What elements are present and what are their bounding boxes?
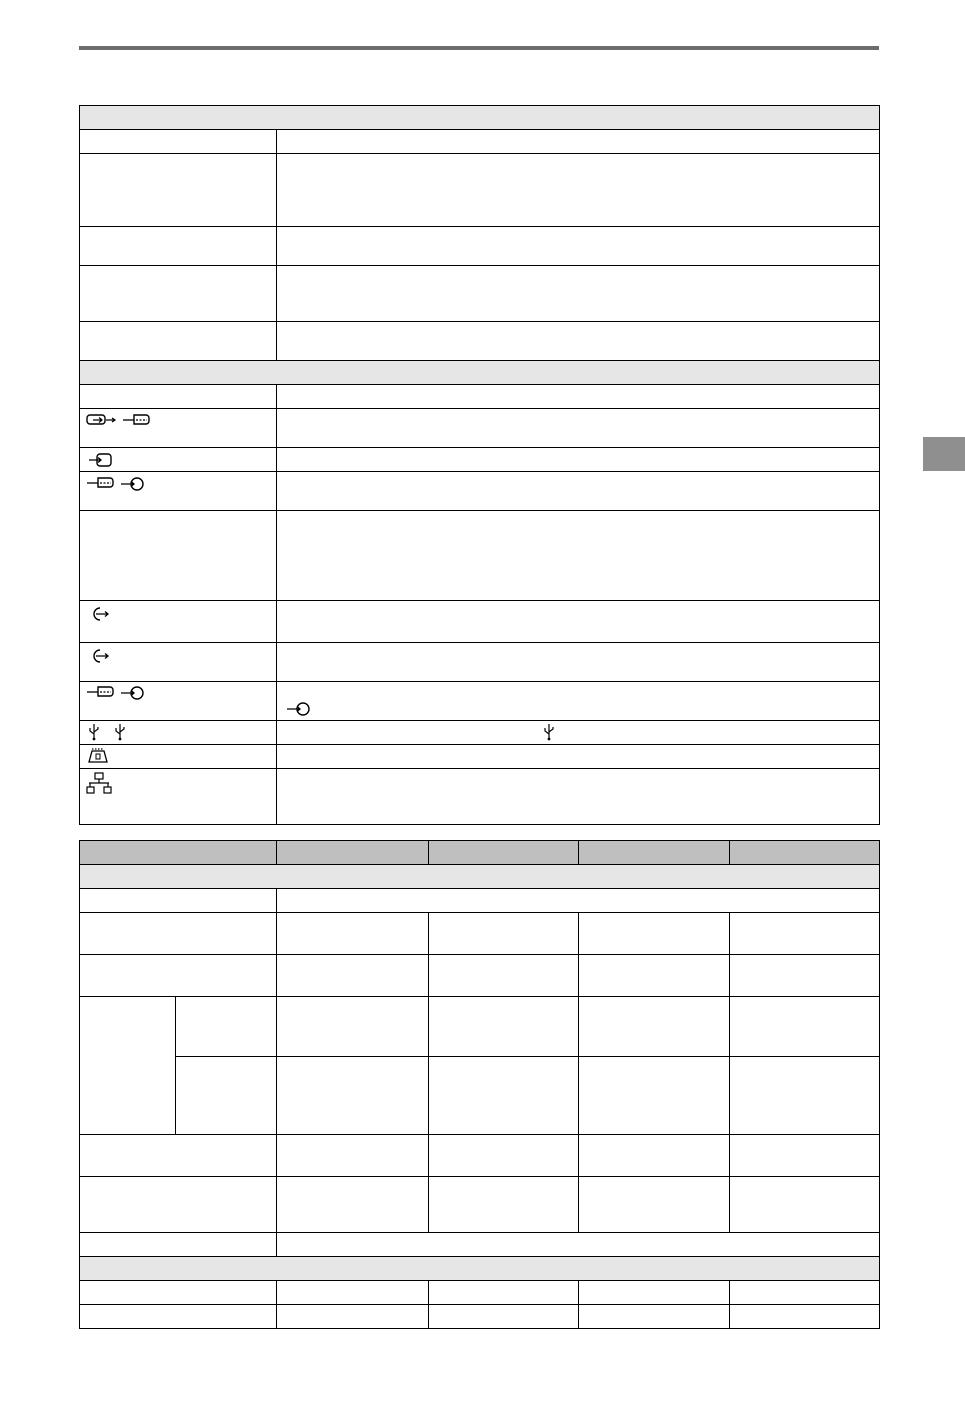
lan-network-icon	[86, 772, 112, 794]
cam-slot-icon	[86, 747, 110, 765]
audio-in-icon	[120, 475, 146, 493]
side-section-tab	[923, 437, 965, 471]
usb-icon	[543, 723, 555, 741]
audio-in-icon	[286, 700, 312, 718]
usb-icon	[88, 723, 100, 741]
scart-composite-in-icon	[122, 412, 152, 430]
video-in-icon	[88, 451, 114, 469]
audio-out-icon	[86, 604, 112, 624]
scart-in-out-icon	[86, 412, 122, 430]
audio-in-icon	[120, 684, 146, 702]
usb-icon	[114, 723, 126, 741]
composite-in-icon	[86, 684, 116, 702]
table-frame	[79, 105, 880, 825]
composite-in-icon	[86, 475, 116, 493]
audio-out-icon	[86, 646, 112, 666]
top-accent-bar	[79, 46, 879, 50]
